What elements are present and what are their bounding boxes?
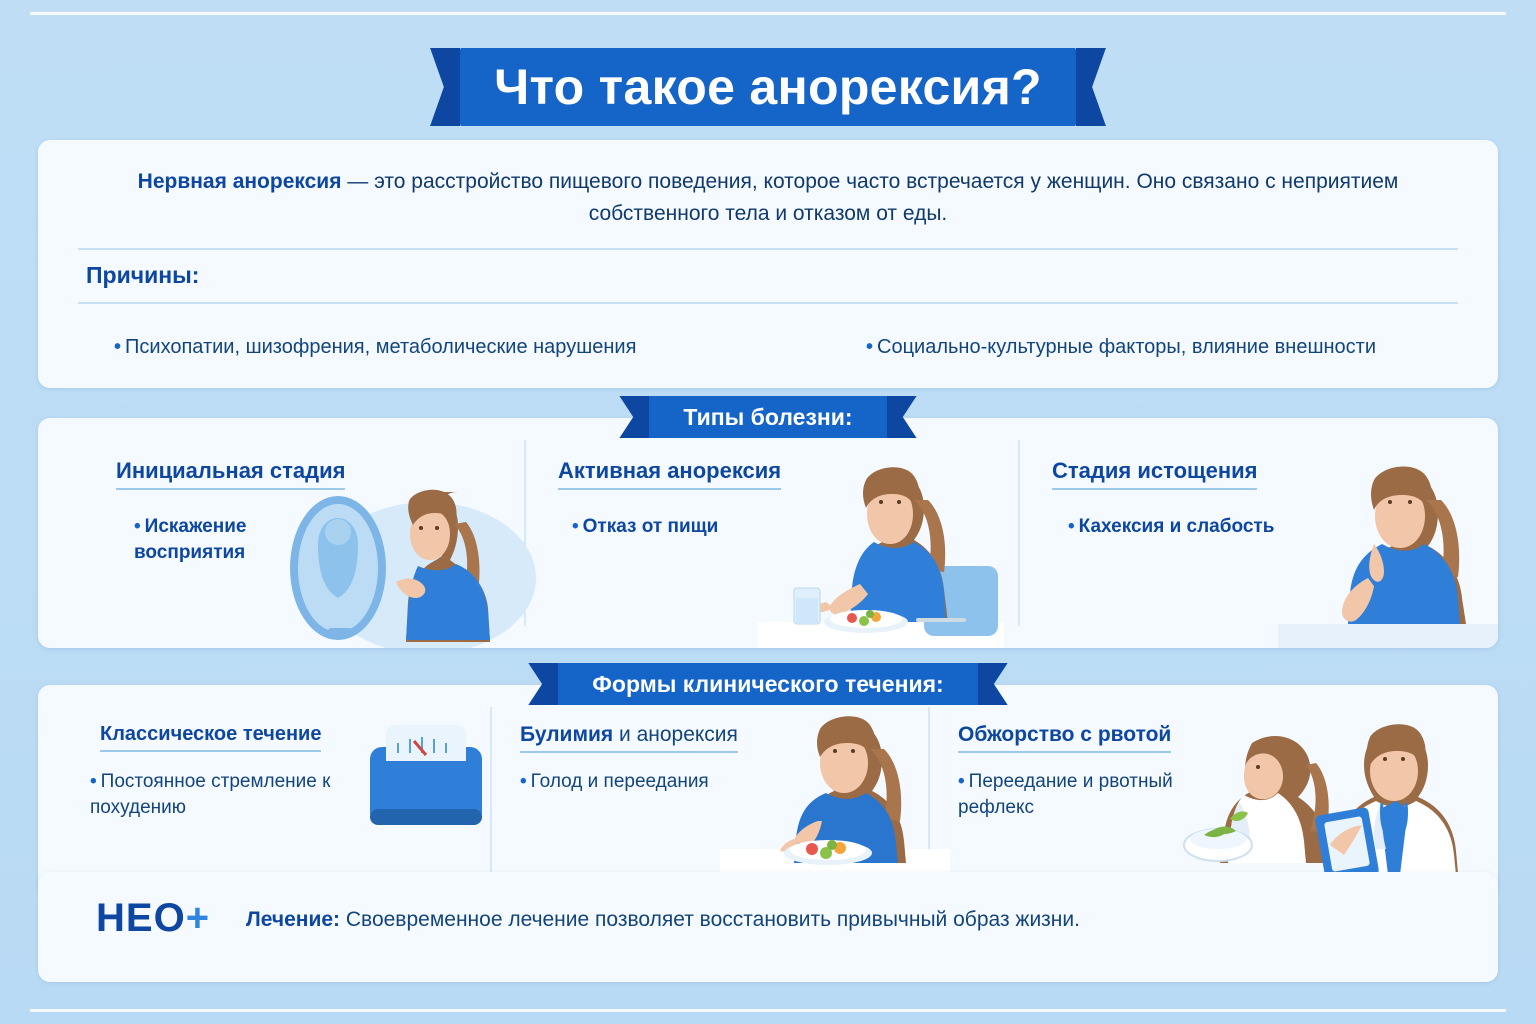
girl-eating-illustration <box>710 703 950 883</box>
form-title-rest: и анорексия <box>613 723 738 746</box>
type-item-text: Отказ от пищи <box>582 516 719 537</box>
intro-paragraph <box>78 166 1458 229</box>
girl-mirror-illustration <box>278 458 538 648</box>
form-title-1 <box>520 723 738 753</box>
form-item-1 <box>520 769 709 795</box>
page-title-ribbon <box>384 48 1152 126</box>
type-title-0: Инициальная стадия <box>116 458 345 490</box>
ribbon-tail-left <box>528 663 558 705</box>
form-item-text: Переедание и рвотный рефлекс <box>958 771 1173 818</box>
ribbon-tail-right <box>1076 48 1106 126</box>
form-item-text: Постоянное стремление к похудению <box>90 771 331 818</box>
ribbon-tail-left <box>430 48 460 126</box>
ribbon-tail-right <box>978 663 1008 705</box>
treatment-paragraph <box>246 908 1080 932</box>
type-item-2 <box>1068 514 1274 540</box>
form-item-text: Голод и переедания <box>530 771 709 792</box>
intro-card <box>38 140 1498 388</box>
form-item-0 <box>90 769 360 820</box>
causes-label: Причины: <box>86 262 200 288</box>
girl-refusing-food-illustration <box>738 446 1018 648</box>
logo-text: HEO <box>96 896 186 940</box>
ribbon-tail-left <box>619 396 649 438</box>
intro-divider-2 <box>78 302 1458 304</box>
types-ribbon-label: Типы болезни: <box>649 396 886 438</box>
cause-text: Социально-культурные факторы, влияние внешности <box>877 336 1376 358</box>
neo-logo <box>96 896 210 941</box>
column-divider <box>1018 440 1020 626</box>
page-title: Что такое анорексия? <box>460 48 1076 126</box>
forms-ribbon-label: Формы клинического течения: <box>558 663 977 705</box>
girl-vomiting-doctor-illustration <box>1156 699 1496 895</box>
bullet-dot: • <box>134 516 141 537</box>
scale-illustration <box>356 709 496 849</box>
logo-plus-icon: + <box>185 896 211 940</box>
cause-item <box>114 336 636 359</box>
types-card <box>38 418 1498 648</box>
treatment-card <box>38 872 1498 982</box>
type-title-2: Стадия истощения <box>1052 458 1257 490</box>
intro-body: — это расстройство пищевого поведения, которое часто встречается у женщин. Оно связано с неприятием собственного тела и отказом от еды. <box>341 170 1399 225</box>
treatment-body: Своевременное лечение позволяет восстановить привычный образ жизни. <box>340 908 1080 931</box>
form-title-0: Классическое течение <box>100 723 321 752</box>
forms-card <box>38 685 1498 895</box>
forms-ribbon <box>488 663 1048 705</box>
type-title-1: Активная анорексия <box>558 458 781 490</box>
form-title-2: Обжорство с рвотой <box>958 723 1171 753</box>
bullet-dot: • <box>958 771 965 792</box>
cause-text: Психопатии, шизофрения, метаболические нарушения <box>125 336 637 358</box>
intro-divider-1 <box>78 248 1458 250</box>
bullet-dot: • <box>1068 516 1075 537</box>
types-ribbon <box>566 396 970 438</box>
bullet-dot: • <box>520 771 527 792</box>
treatment-lead: Лечение: <box>246 908 341 931</box>
type-item-text: Искажение восприятия <box>134 516 247 563</box>
ribbon-tail-right <box>887 396 917 438</box>
intro-lead: Нервная анорексия <box>137 170 342 193</box>
bullet-dot: • <box>572 516 579 537</box>
exhausted-girl-illustration <box>1278 448 1498 648</box>
cause-item <box>866 336 1376 359</box>
type-item-text: Кахексия и слабость <box>1078 516 1275 537</box>
bullet-dot: • <box>866 336 874 358</box>
bullet-dot: • <box>114 336 122 358</box>
type-item-1 <box>572 514 718 540</box>
bullet-dot: • <box>90 771 97 792</box>
form-title-bold: Булимия <box>520 723 614 746</box>
bottom-divider <box>30 1009 1506 1012</box>
top-divider <box>30 12 1506 15</box>
